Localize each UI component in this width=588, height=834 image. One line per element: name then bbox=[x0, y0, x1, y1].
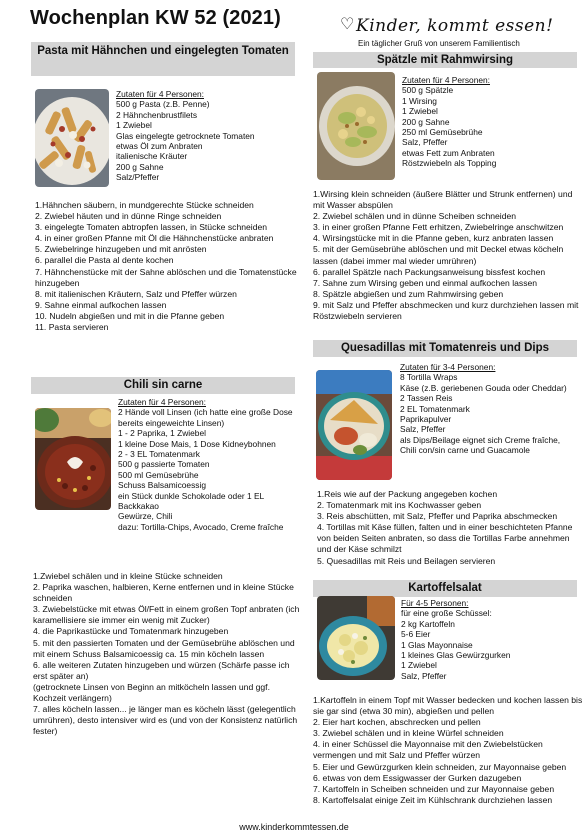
step-item: 1.Hähnchen säubern, in mundgerechte Stücke schneiden bbox=[35, 200, 254, 210]
brand-tagline: Ein täglicher Gruß von unserem Familientisch bbox=[358, 39, 520, 48]
ingredient-item: 500 ml Gemüsebrühe bbox=[118, 469, 199, 480]
recipe-title-chili bbox=[31, 377, 295, 394]
steps-pasta bbox=[35, 200, 299, 333]
brand-logo bbox=[318, 16, 580, 48]
steps-kartoffelsalat bbox=[313, 695, 583, 806]
ingredient-item: als Dips/Beilage eignet sich Creme fraîche, Chili con/sin carne und Guacamole bbox=[400, 434, 561, 456]
recipe-title-kartoffelsalat bbox=[313, 580, 577, 597]
ingredient-item: etwas Fett zum Anbraten bbox=[402, 147, 495, 158]
step-item: 6. alle weiteren Zutaten hinzugeben und würzen (Schärfe passe ich erst später an) bbox=[33, 659, 290, 681]
step-item: 1.Wirsing klein schneiden (äußere Blätter und Strunk entfernen) und mit Wasser abspülen bbox=[313, 189, 573, 211]
step-item: 2. Paprika waschen, halbieren, Kerne entfernen und in kleine Stücke schneiden bbox=[33, 582, 294, 604]
steps-chili bbox=[33, 571, 301, 737]
recipe-title-text: Quesadillas mit Tomatenreis und Dips bbox=[340, 342, 550, 354]
ingredient-item: 1 kleine Dose Mais, 1 Dose Kidneybohnen bbox=[118, 438, 276, 449]
ingredient-item: dazu: Tortilla-Chips, Avocado, Creme fraîche bbox=[118, 521, 284, 532]
recipe-photo-chili bbox=[35, 408, 111, 510]
recipe-title-quesadillas bbox=[313, 340, 577, 357]
step-item: 3. Zwiebel schälen und in kleine Würfel schneiden bbox=[313, 728, 504, 739]
ingredient-item: etwas Öl zum Anbraten bbox=[116, 141, 203, 152]
step-item: 6. parallel Spätzle nach Packungsanweisung bissfest kochen bbox=[313, 266, 546, 277]
heart-icon: ♡ bbox=[340, 14, 355, 33]
ingredient-item: 2 Tassen Reis bbox=[400, 393, 453, 404]
recipe-photo-kartoffelsalat bbox=[317, 596, 395, 680]
ingredient-item: Gewürze, Chili bbox=[118, 511, 173, 522]
ingredient-item: 250 ml Gemüsebrühe bbox=[402, 127, 483, 138]
ingredients-label: Zutaten für 3-4 Personen: bbox=[400, 362, 496, 372]
brand-wordmark bbox=[318, 16, 580, 36]
step-item: 5. Quesadillas mit Reis und Beilagen servieren bbox=[317, 555, 496, 566]
ingredients-spaetzle bbox=[402, 75, 578, 169]
recipe-photo-quesadillas bbox=[316, 370, 392, 480]
step-item: 2. Zwiebel häuten und in dünne Ringe schneiden bbox=[35, 211, 222, 222]
ingredient-item: 2 Hähnchenbrustfilets bbox=[116, 109, 198, 120]
ingredient-item: italienische Kräuter bbox=[116, 151, 188, 162]
step-item: 7. alles köcheln lassen... je länger man es köcheln lässt (gelegentlich umrühren), desto intensiver wird es (und von der Konsistenz natürlich fester) bbox=[33, 704, 298, 737]
step-item: 3. Reis abschütten, mit Salz, Pfeffer und Paprika abschmecken bbox=[317, 511, 558, 522]
step-item: 11. Pasta servieren bbox=[35, 322, 109, 333]
step-item: 7. Sahne zum Wirsing geben und einmal aufkochen lassen bbox=[313, 277, 538, 288]
ingredient-item: 2 kg Kartoffeln bbox=[401, 618, 455, 629]
ingredients-pasta bbox=[116, 89, 296, 183]
ingredient-item: 2 EL Tomatenmark bbox=[400, 403, 470, 414]
ingredient-item: Paprikapulver bbox=[400, 414, 452, 425]
ingredient-item: 500 g Spätzle bbox=[402, 85, 454, 96]
ingredient-item: Salz, Pfeffer bbox=[400, 424, 446, 435]
step-item: 4. Tortillas mit Käse füllen, falten und in einer beschichteten Pfanne von beiden Seiten anbraten, so dass die Tortillas Farbe annehmen und der Käse schmilzt bbox=[317, 522, 573, 555]
ingredients-label: Zutaten für 4 Personen: bbox=[118, 397, 206, 407]
step-item: 4. in einer großen Pfanne mit Öl die Hähnchenstücke anbraten bbox=[35, 233, 274, 244]
step-item: 2. Tomatenmark mit ins Kochwasser geben bbox=[317, 500, 482, 511]
steps-spaetzle bbox=[313, 189, 581, 322]
ingredient-item: Salz, Pfeffer bbox=[401, 670, 447, 681]
step-item: 1.Zwiebel schälen und in kleine Stücke schneiden bbox=[33, 571, 223, 581]
step-item: 3. eingelegte Tomaten abtropfen lassen, in Stücke schneiden bbox=[35, 222, 268, 233]
recipe-photo-pasta bbox=[35, 89, 109, 187]
ingredient-item: 1 Zwiebel bbox=[116, 120, 152, 131]
step-item: 6. parallel die Pasta al dente kochen bbox=[35, 255, 174, 266]
step-item: 5. mit der Gemüsebrühe ablöschen und mit Deckel etwas köcheln lassen (dabei immer mal wieder umrühren) bbox=[313, 244, 564, 266]
ingredient-item: Röstzwiebeln als Topping bbox=[402, 158, 497, 169]
step-item: 5. Eier und Gewürzgurken klein schneiden, zur Mayonnaise geben bbox=[313, 761, 567, 772]
ingredient-item: 500 g Pasta (z.B. Penne) bbox=[116, 99, 210, 110]
recipe-title-text: Kartoffelsalat bbox=[408, 582, 482, 594]
ingredient-item: 8 Tortilla Wraps bbox=[400, 372, 458, 383]
step-item: 8. Kartoffelsalat einige Zeit im Kühlschrank durchziehen lassen bbox=[313, 794, 553, 805]
recipe-title-pasta bbox=[31, 42, 295, 76]
ingredients-label: Zutaten für 4 Personen: bbox=[116, 89, 204, 99]
ingredient-item: Käse (z.B. geriebenen Gouda oder Cheddar) bbox=[400, 382, 567, 393]
ingredient-item: 5-6 Eier bbox=[401, 629, 431, 640]
step-item: 2. Eier hart kochen, abschrecken und pellen bbox=[313, 717, 481, 728]
ingredient-item: 2 Hände voll Linsen (ich hatte eine große Dose bereits eingeweichte Linsen) bbox=[118, 407, 293, 428]
recipe-title-text: Chili sin carne bbox=[123, 379, 203, 391]
ingredients-quesadillas bbox=[400, 362, 578, 456]
ingredients-kartoffelsalat bbox=[401, 598, 579, 681]
ingredient-item: 1 - 2 Paprika, 1 Zwiebel bbox=[118, 428, 206, 439]
recipe-title-spaetzle bbox=[313, 52, 577, 68]
ingredient-item: 200 g Sahne bbox=[402, 116, 450, 127]
step-item: 6. etwas von dem Essigwasser der Gurken dazugeben bbox=[313, 772, 522, 783]
step-item: 7. Kartoffeln in Scheiben schneiden und zur Mayonnaise geben bbox=[313, 783, 555, 794]
page-title: Wochenplan KW 52 (2021) bbox=[30, 7, 281, 29]
step-item: 9. Sahne einmal aufkochen lassen bbox=[35, 299, 167, 310]
ingredients-label: Für 4-5 Personen: bbox=[401, 598, 469, 608]
ingredient-item: 2 - 3 EL Tomatenmark bbox=[118, 449, 200, 460]
footer-url[interactable]: www.kinderkommtessen.de bbox=[239, 822, 349, 832]
ingredient-item: 1 Zwiebel bbox=[401, 660, 437, 671]
ingredient-item: 1 Wirsing bbox=[402, 95, 437, 106]
step-item: 9. mit Salz und Pfeffer abschmecken und kurz durchziehen lassen mit Röstzwiebeln servieren bbox=[313, 299, 579, 322]
ingredients-label: Zutaten für 4 Personen: bbox=[402, 75, 490, 85]
step-item: 8. mit italienischen Kräutern, Salz und Pfeffer würzen bbox=[35, 288, 237, 299]
ingredient-item: 500 g passierte Tomaten bbox=[118, 459, 210, 470]
step-item: 10. Nudeln abgießen und mit in die Pfanne geben bbox=[35, 310, 225, 321]
brand-name: Kinder, kommt essen! bbox=[356, 16, 554, 36]
ingredient-item: 1 Zwiebel bbox=[402, 106, 438, 117]
ingredient-item: Salz, Pfeffer bbox=[402, 137, 448, 148]
step-item: 5. Zwiebelringe hinzugeben und mit anrösten bbox=[35, 244, 207, 255]
steps-quesadillas bbox=[317, 489, 581, 567]
ingredient-item: für eine große Schüssel: bbox=[401, 608, 492, 619]
step-item: 5. mit den passierten Tomaten und der Gemüsebrühe ablöschen und mit einem Schuss Balsamicoessig ca. 15 min köcheln lassen bbox=[33, 637, 295, 659]
recipe-photo-spaetzle bbox=[317, 72, 395, 180]
ingredient-item: 200 g Sahne bbox=[116, 161, 164, 172]
step-item: 4. in einer Schüssel die Mayonnaise mit den Zwiebelstücken vermengen und mit Salz und Pfeffer würzen bbox=[313, 739, 543, 761]
recipe-title-text: Spätzle mit Rahmwirsing bbox=[376, 54, 514, 66]
step-item: 1.Kartoffeln in einem Topf mit Wasser bedecken und kochen lassen bis sie gar sind (etwa 30 min), abgießen und pellen bbox=[313, 695, 583, 717]
ingredient-item: Salz/Pfeffer bbox=[116, 172, 160, 183]
step-item: 8. Spätzle abgießen und zum Rahmwirsing geben bbox=[313, 288, 504, 299]
step-item: 2. Zwiebel schälen und in dünne Scheiben schneiden bbox=[313, 211, 517, 222]
step-item: 4. die Paprikastücke und Tomatenmark hinzugeben bbox=[33, 626, 229, 637]
ingredient-item: ein Stück dunkle Schokolade oder 1 EL Backkakao bbox=[118, 490, 264, 512]
step-item: 7. Hähnchenstücke mit der Sahne ablöschen und die Tomatenstücke hinzugeben bbox=[35, 266, 297, 288]
recipe-title-text: Pasta mit Hähnchen und eingelegten Tomaten bbox=[37, 45, 289, 57]
ingredients-chili bbox=[118, 397, 298, 532]
step-item: 3. in einer großen Pfanne Fett erhitzen, Zwiebelringe anschwitzen bbox=[313, 222, 564, 233]
step-item: 1.Reis wie auf der Packung angegeben kochen bbox=[317, 489, 498, 499]
ingredient-item: 1 kleines Glas Gewürzgurken bbox=[401, 650, 511, 661]
step-item: (getrocknete Linsen von Beginn an mitköcheln lassen und ggf. Kochzeit verlängern) bbox=[33, 681, 270, 704]
step-item: 3. Zwiebelstücke mit etwas Öl/Fett in einem großen Topf anbraten (ich karamellisiere sie immer ein wenig mit Zucker) bbox=[33, 604, 300, 626]
ingredient-item: Schuss Balsamicoessig bbox=[118, 480, 206, 491]
ingredient-item: 1 Glas Mayonnaise bbox=[401, 639, 473, 650]
ingredient-item: Glas eingelegte getrocknete Tomaten bbox=[116, 130, 255, 141]
step-item: 4. Wirsingstücke mit in die Pfanne geben, kurz anbraten lassen bbox=[313, 233, 554, 244]
